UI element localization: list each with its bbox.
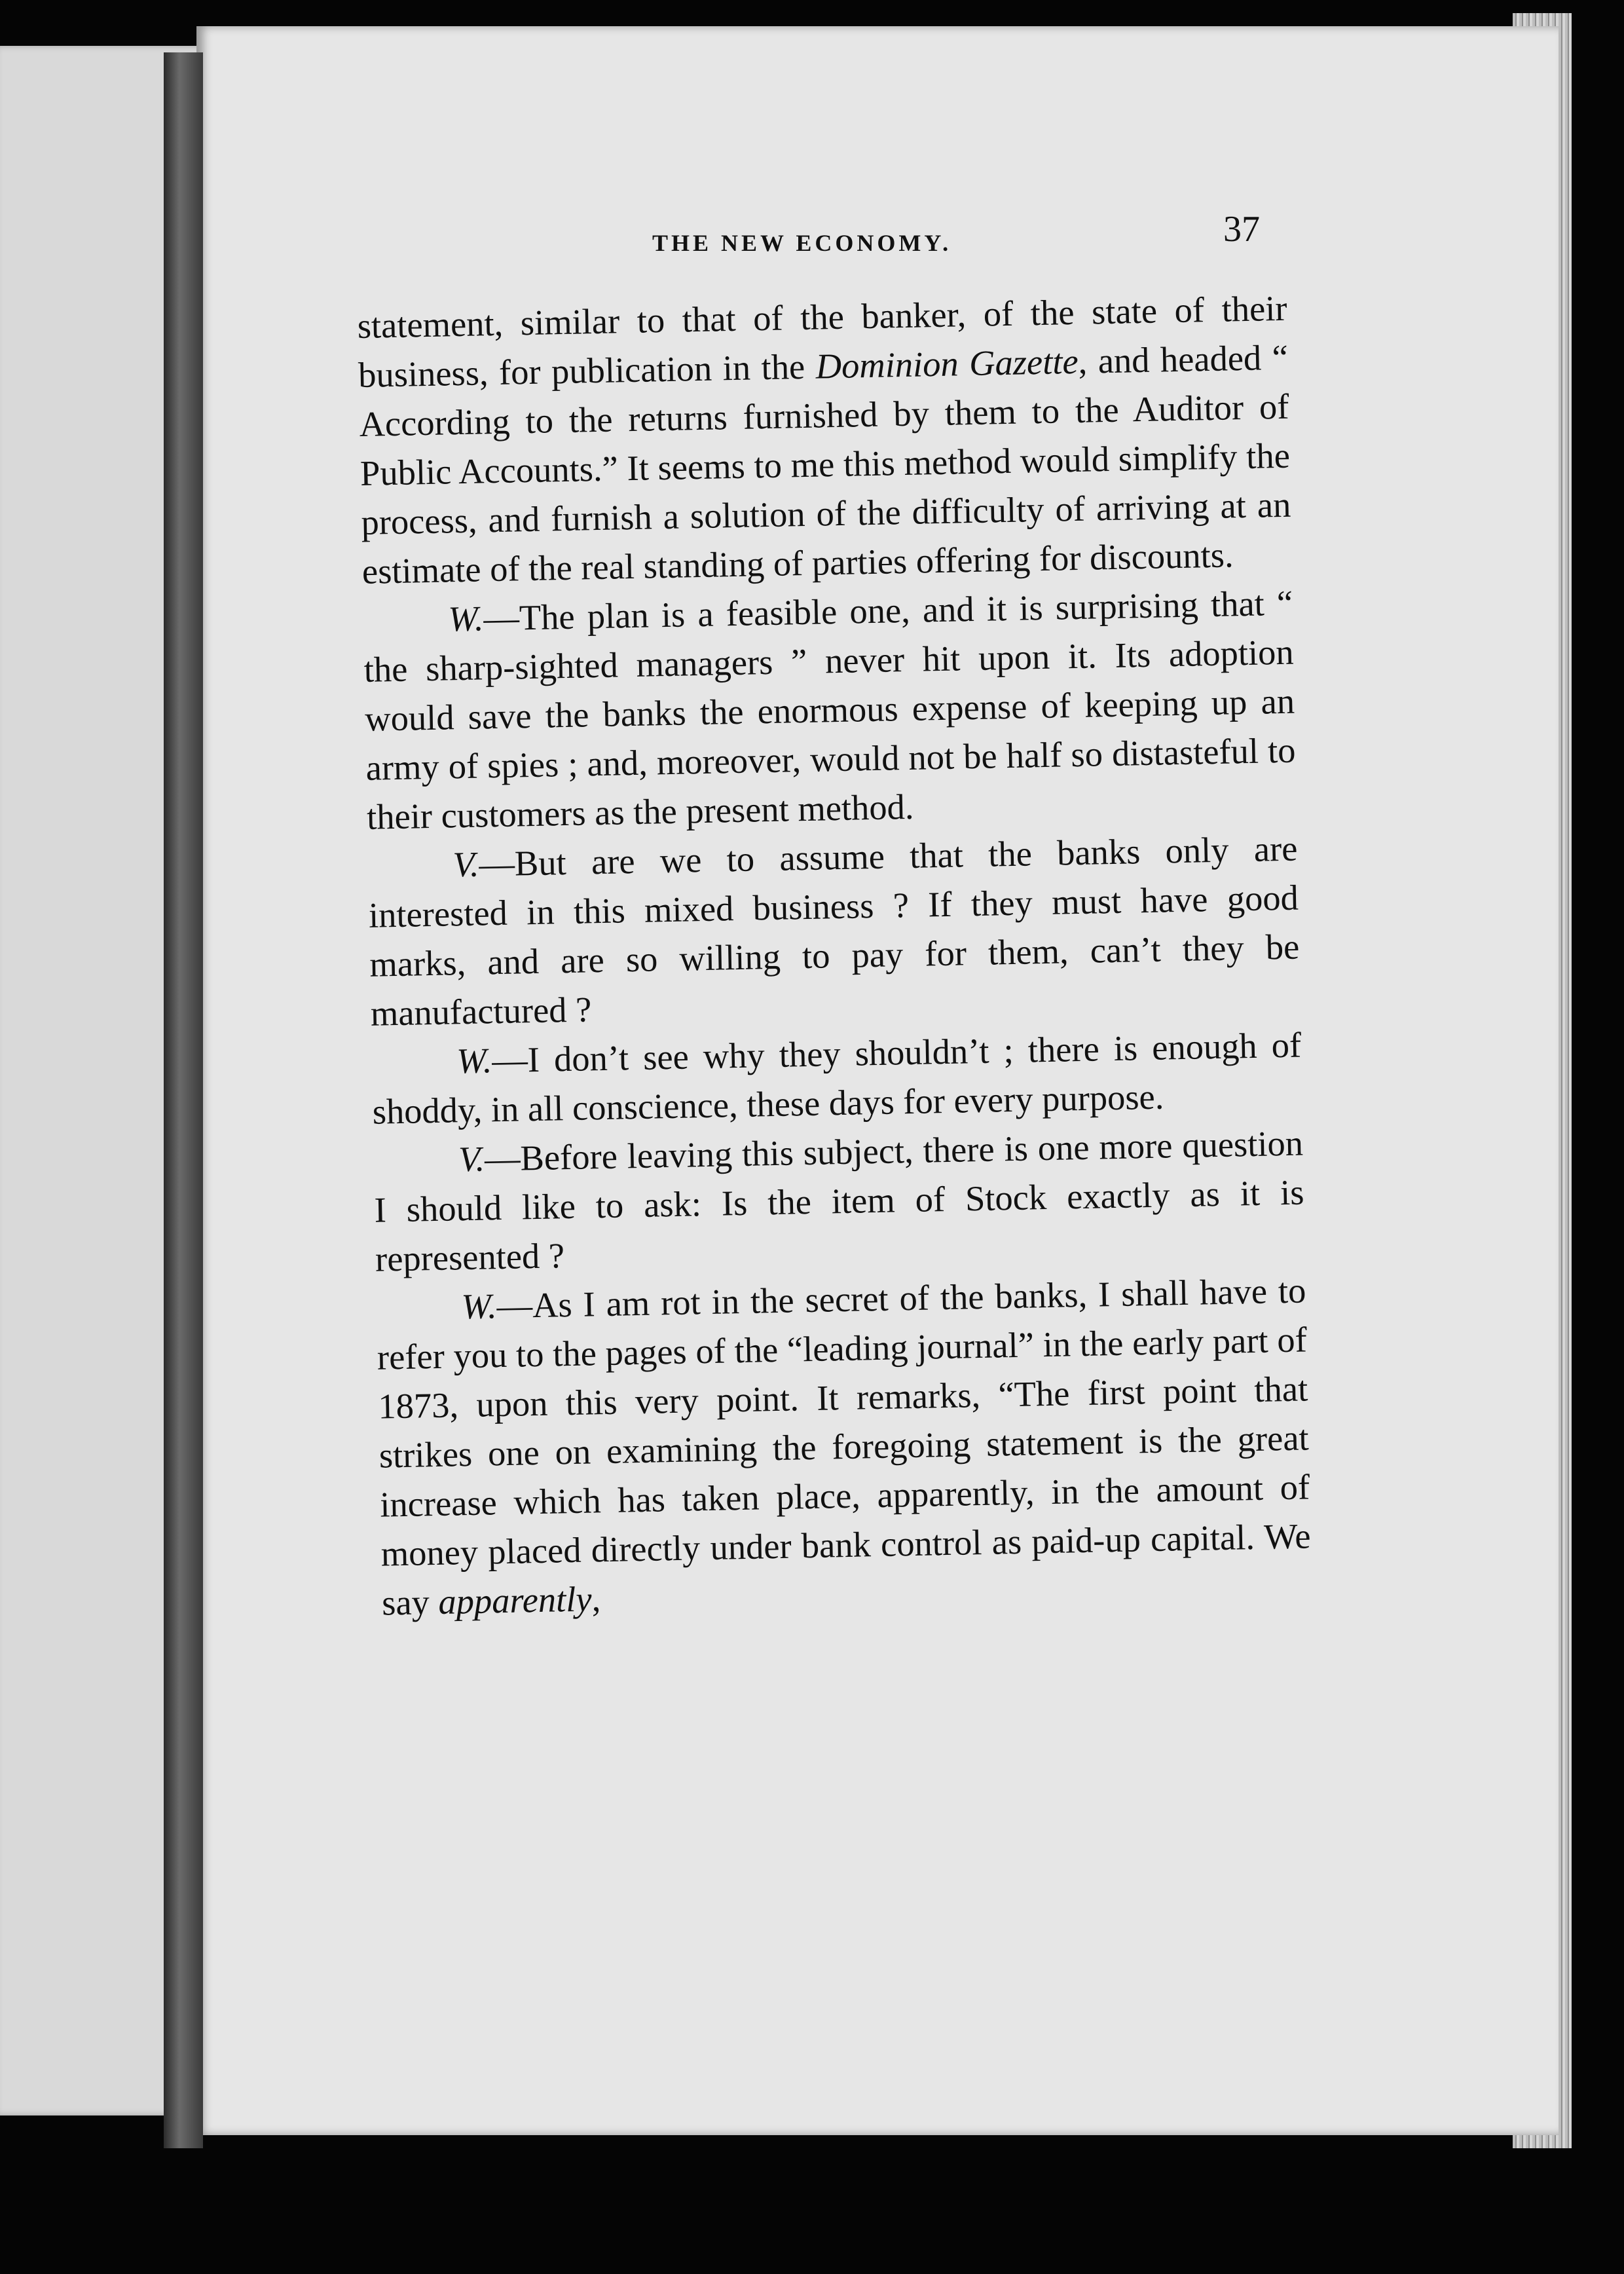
text-run: —But are we to assume that the banks only are interested in this mixed business ? If they must have good marks, and are so willing to pay for them, can’t they be manufactured ? (368, 828, 1300, 1034)
italic-text: apparently (437, 1578, 593, 1622)
speaker-label: V. (452, 844, 480, 885)
paragraph (373, 1119, 1305, 1284)
text-run: —The plan is a feasible one, and it is surprising that “ the sharp-sighted managers ” never hit upon it. Its adoption would save the banks the enormous expense of keeping up an army of spies ; and, moreover, would not be half so distasteful to their customers as the present method. (363, 582, 1297, 837)
text-run: —Before leaving this subject, there is one more question I should like to ask: Is the item of Stock exactly as it is represented ? (374, 1123, 1304, 1279)
paragraph (371, 1020, 1303, 1136)
paragraph (376, 1265, 1312, 1627)
text-run: —I don’t see why they shouldn’t ; there is enough of shoddy, in all conscience, these days for every purpose. (372, 1024, 1302, 1132)
speaker-label: W. (447, 598, 484, 639)
text-run: —As I am rot in the secret of the banks, I shall have to refer you to the pages of the “leading journal” in the early part of 1873, upon this very point. It remarks, “The first point that strikes one on examining the foregoing statement is the great increase which has taken place, apparently, in the amount of money placed directly under bank control as paid-up capital. We say (377, 1270, 1312, 1623)
paragraph (367, 824, 1301, 1038)
paragraph (363, 578, 1297, 842)
speaker-label: W. (460, 1286, 498, 1327)
text-run: , and headed “ According to the returns furnished by them to the Auditor of Public Accounts.” It seems to me this method would simplify the process, and furnish a solution of the difficulty of arriving at an estimate of the real standing of parties offering for discounts. (359, 337, 1291, 591)
text-run: , (591, 1578, 601, 1619)
speaker-label: V. (458, 1138, 485, 1180)
body-text (357, 284, 1312, 1628)
italic-text: Dominion Gazette (815, 341, 1079, 386)
book-gutter (164, 52, 203, 2148)
speaker-label: W. (456, 1040, 492, 1081)
page-number: 37 (1223, 209, 1260, 250)
text-run: statement, similar to that of the banker, of the state of their business, for publication in the (357, 288, 1288, 395)
running-head: THE NEW ECONOMY. (652, 230, 952, 256)
paragraph (357, 284, 1292, 596)
